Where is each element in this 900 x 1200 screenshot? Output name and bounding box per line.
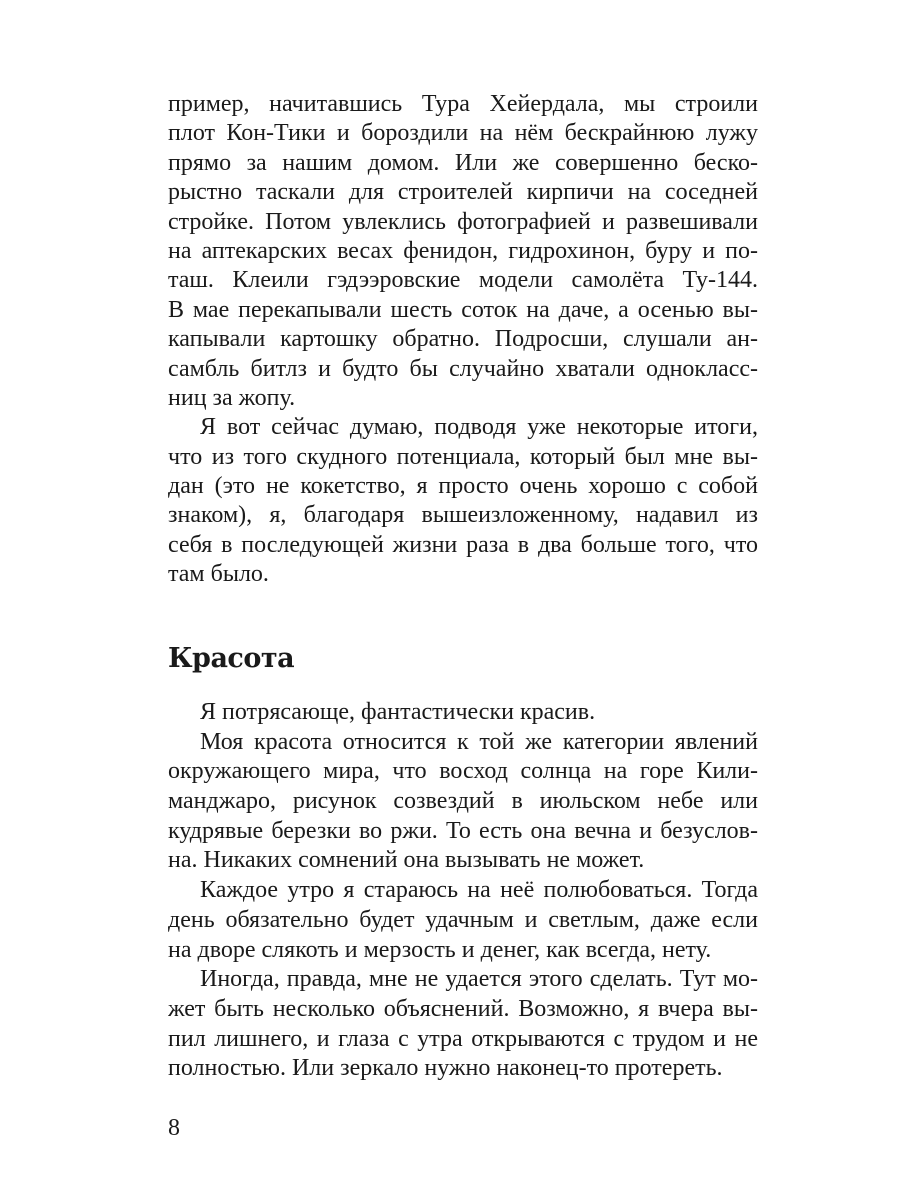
text-line: самбль битлз и будто бы случайно хватали однокласс- — [168, 355, 758, 382]
text-line: на. Никаких сомнений она вызывать не может. — [168, 847, 645, 874]
paragraph — [168, 965, 758, 1084]
paragraph — [168, 413, 758, 589]
paragraph — [168, 728, 758, 876]
text-line: пил лишнего, и глаза с утра открываются с трудом и не — [168, 1025, 758, 1052]
paragraph — [168, 876, 758, 965]
page-number: 8 — [168, 1115, 180, 1141]
text-line: жет быть несколько объяснений. Возможно, я вчера вы- — [168, 995, 758, 1022]
text-line: таш. Клеили гэдээровские модели самолёта Ту-144. — [168, 267, 758, 294]
text-line: Иногда, правда, мне не удается этого сделать. Тут мо- — [200, 966, 758, 993]
text-line: там было. — [168, 561, 269, 588]
text-line: знаком), я, благодаря вышеизложенному, надавил из — [168, 502, 758, 529]
text-block-krasota — [168, 698, 758, 1084]
paragraph — [168, 698, 758, 728]
text-line: окружающего мира, что восход солнца на горе Кили- — [168, 758, 758, 785]
text-line: пример, начитавшись Тура Хейердала, мы строили — [168, 91, 758, 117]
text-line: на дворе слякоть и мерзость и денег, как всегда, нету. — [168, 936, 712, 963]
text-line: рыстно таскали для строителей кирпичи на соседней — [168, 179, 758, 206]
text-line: Моя красота относится к той же категории явлений — [200, 728, 758, 755]
text-block-top — [168, 90, 758, 590]
text-line: капывали картошку обратно. Подросши, слушали ан- — [168, 326, 758, 353]
text-line: на аптекарских весах фенидон, гидрохинон, буру и по- — [168, 237, 758, 264]
text-line: Я потрясающе, фантастически красив. — [200, 699, 596, 725]
text-line: ниц за жопу. — [168, 384, 296, 411]
text-line: плот Кон-Тики и бороздили на нём бескрайнюю лужу — [168, 120, 758, 147]
text-line: что из того скудного потенциала, который был мне вы- — [168, 443, 758, 470]
text-line: прямо за нашим домом. Или же совершенно беско- — [168, 149, 758, 176]
text-line: манджаро, рисунок созвездий в июльском небе или — [168, 788, 758, 815]
paragraph — [168, 90, 758, 413]
text-line: день обязательно будет удачным и светлым, даже если — [168, 906, 758, 933]
text-line: Я вот сейчас думаю, подводя уже некоторые итоги, — [200, 414, 758, 441]
text-line: полностью. Или зеркало нужно наконец-то протереть. — [168, 1055, 723, 1082]
text-line: стройке. Потом увлеклись фотографией и развешивали — [168, 208, 758, 235]
section-heading: Красота — [168, 643, 295, 674]
text-line: Каждое утро я стараюсь на неё полюбоваться. Тогда — [200, 877, 758, 904]
text-line: В мае перекапывали шесть соток на даче, а осенью вы- — [168, 296, 758, 323]
text-line: дан (это не кокетство, я просто очень хорошо с собой — [168, 473, 758, 500]
text-line: кудрявые березки во ржи. То есть она вечна и безуслов- — [168, 817, 758, 844]
text-line: себя в последующей жизни раза в два больше того, что — [168, 531, 758, 558]
